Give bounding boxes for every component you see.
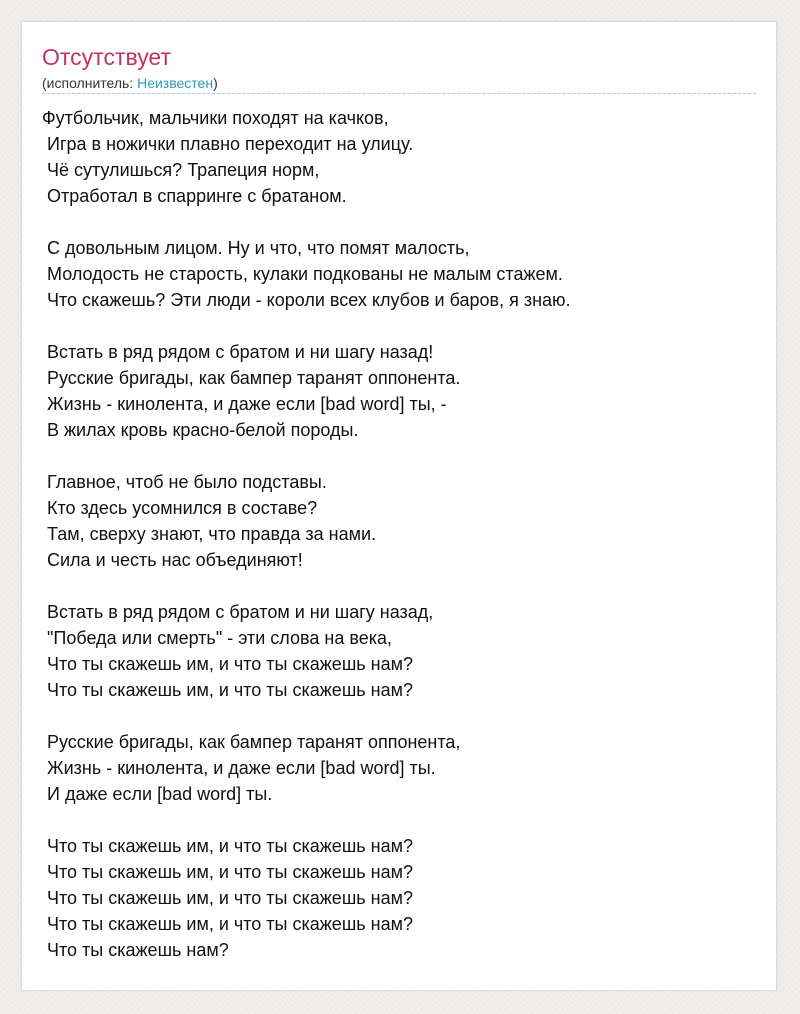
- lyric-line: Что ты скажешь нам?: [42, 940, 229, 960]
- stanza-break: [42, 573, 758, 599]
- artist-prefix: (исполнитель:: [42, 75, 138, 91]
- lyric-line: Жизнь - кинолента, и даже если [bad word] ты, -: [42, 394, 447, 414]
- stanza-break: [42, 807, 758, 833]
- lyric-line: Игра в ножички плавно переходит на улицу.: [42, 134, 414, 154]
- stanza-break: [42, 703, 758, 729]
- artist-suffix: ): [213, 75, 218, 91]
- song-title: Отсутствует: [42, 44, 171, 70]
- lyric-line: Кто здесь усомнился в составе?: [42, 498, 318, 518]
- stanza-break: [42, 313, 758, 339]
- divider: [42, 93, 756, 94]
- lyric-line: Встать в ряд рядом с братом и ни шагу назад!: [42, 342, 434, 362]
- lyric-line: Молодость не старость, кулаки подкованы не малым стажем.: [42, 264, 563, 284]
- lyric-line: Футбольчик, мальчики походят на качков,: [42, 108, 389, 128]
- lyric-line: Там, сверху знают, что правда за нами.: [42, 524, 377, 544]
- lyric-line: С довольным лицом. Ну и что, что помят малость,: [42, 238, 470, 258]
- lyric-line: Отработал в спарринге с братаном.: [42, 186, 347, 206]
- lyric-line: Что скажешь? Эти люди - короли всех клубов и баров, я знаю.: [42, 290, 571, 310]
- artist-link[interactable]: Неизвестен: [137, 75, 214, 91]
- stanza-break: [42, 443, 758, 469]
- lyric-line: Что ты скажешь им, и что ты скажешь нам?: [42, 680, 413, 700]
- stanza-break: [42, 209, 758, 235]
- lyric-line: "Победа или смерть" - эти слова на века,: [42, 628, 392, 648]
- lyric-line: Жизнь - кинолента, и даже если [bad word] ты.: [42, 758, 436, 778]
- lyric-line: В жилах кровь красно-белой породы.: [42, 420, 359, 440]
- lyric-line: Что ты скажешь им, и что ты скажешь нам?: [42, 836, 413, 856]
- lyric-line: Русские бригады, как бампер таранят оппонента.: [42, 368, 461, 388]
- artist-line: [42, 74, 218, 92]
- lyric-line: Сила и честь нас объединяют!: [42, 550, 303, 570]
- lyric-line: Главное, чтоб не было подставы.: [42, 472, 327, 492]
- lyric-line: Что ты скажешь им, и что ты скажешь нам?: [42, 914, 413, 934]
- lyric-line: Что ты скажешь им, и что ты скажешь нам?: [42, 654, 413, 674]
- lyric-line: И даже если [bad word] ты.: [42, 784, 273, 804]
- lyrics-card: [21, 21, 777, 991]
- lyric-line: Что ты скажешь им, и что ты скажешь нам?: [42, 862, 413, 882]
- lyric-line: Что ты скажешь им, и что ты скажешь нам?: [42, 888, 413, 908]
- lyrics-text: [42, 105, 758, 963]
- lyric-line: Встать в ряд рядом с братом и ни шагу назад,: [42, 602, 434, 622]
- lyric-line: Русские бригады, как бампер таранят оппонента,: [42, 732, 461, 752]
- lyric-line: Чё сутулишься? Трапеция норм,: [42, 160, 320, 180]
